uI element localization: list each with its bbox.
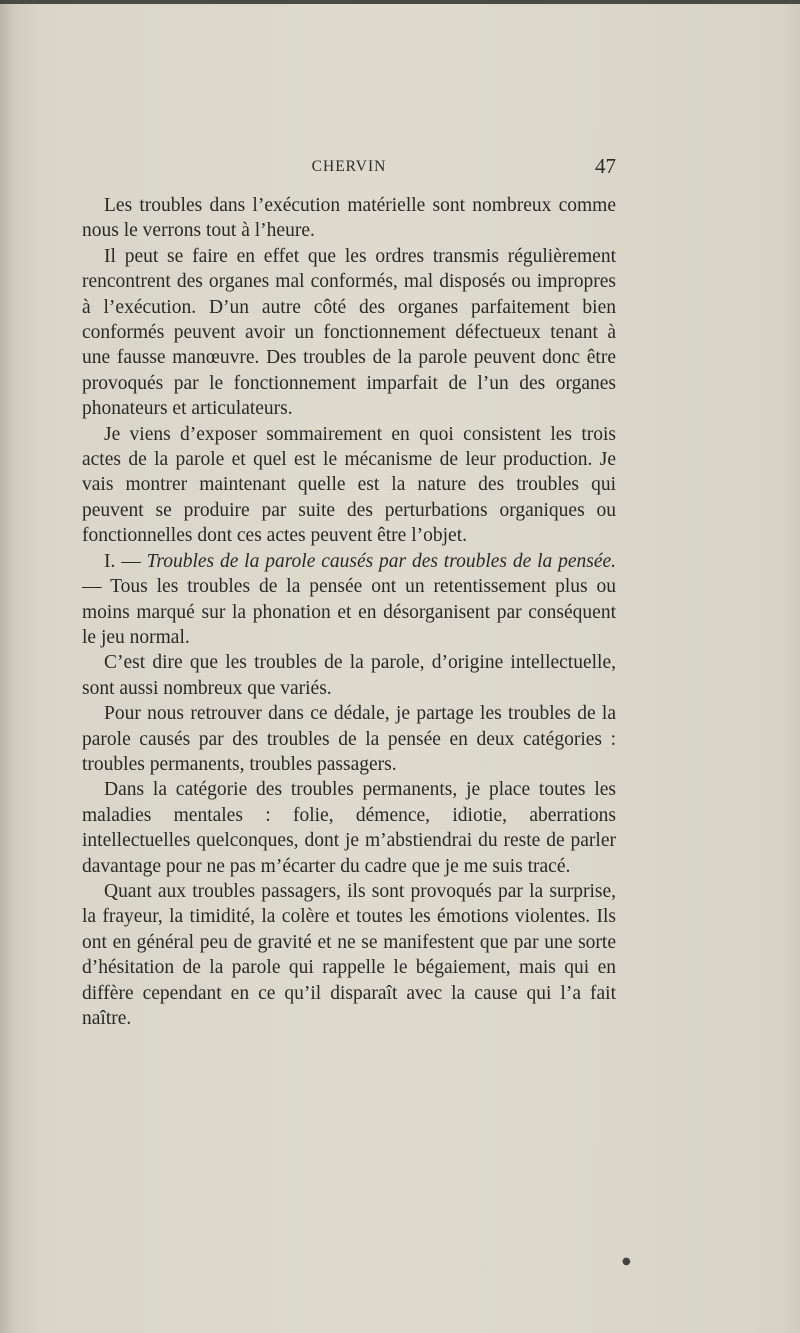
scan-edge bbox=[0, 0, 800, 4]
paragraph: Quant aux troubles passagers, ils sont provoqués par la surprise, la frayeur, la timidité, la colère et toutes les émotions violentes. Ils ont en général peu de gravité et ne se manifestent que par une sorte d’hésitation de la parole qui rappelle le bégaiement, mais qui en diffère cependant en ce qu’il disparaît avec la cause qui l’a fait naître. bbox=[82, 880, 616, 1029]
paragraph: Les troubles dans l’exécution matérielle sont nombreux comme nous le verrons tout à l’heure. bbox=[82, 195, 616, 242]
running-head: CHERVIN bbox=[311, 158, 387, 175]
section-number: I. — bbox=[104, 550, 141, 572]
page-header bbox=[82, 154, 616, 184]
dot-mark: ● bbox=[622, 1256, 631, 1267]
section-text: — Tous les troubles de la pensée ont un retentissement plus ou moins marqué sur la phonation et en désorganisent par conséquent le jeu normal. bbox=[82, 576, 616, 648]
body-text bbox=[82, 193, 616, 1031]
paragraph: Je viens d’exposer sommairement en quoi consistent les trois actes de la parole et quel est le mécanisme de leur production. Je vais montrer maintenant quelle est la nature des troubles qui peuvent se produire par suite des perturbations organiques ou fonctionnelles dont ces actes peuvent être l’objet. bbox=[82, 423, 616, 547]
paragraph: Pour nous retrouver dans ce dédale, je partage les troubles de la parole causés par des troubles de la pensée en deux catégories : troubles permanents, troubles passagers. bbox=[82, 703, 616, 775]
page-number: 47 bbox=[595, 154, 616, 178]
paragraph: C’est dire que les troubles de la parole, d’origine intellectuelle, sont aussi nombreux que variés. bbox=[82, 652, 616, 699]
paragraph: Il peut se faire en effet que les ordres transmis régulièrement rencontrent des organes mal conformés, mal disposés ou impropres à l’exécution. D’un autre côté des organes parfaitement bien conformés peuvent avoir un fonctionnement défectueux tenant à une fausse manœuvre. Des troubles de la parole peuvent donc être provoqués par le fonctionnement imparfait de l’un des organes phonateurs et articulateurs. bbox=[82, 245, 616, 420]
section-title: Troubles de la parole causés par des troubles de la pensée. bbox=[146, 550, 617, 572]
paragraph: Dans la catégorie des troubles permanents, je place toutes les maladies mentales : folie, démence, idiotie, aberrations intellectuelles quelconques, dont je m’abstiendrai du reste de parler davantage pour ne pas m’écarter du cadre que je me suis tracé. bbox=[82, 779, 616, 877]
section-paragraph bbox=[82, 549, 616, 651]
